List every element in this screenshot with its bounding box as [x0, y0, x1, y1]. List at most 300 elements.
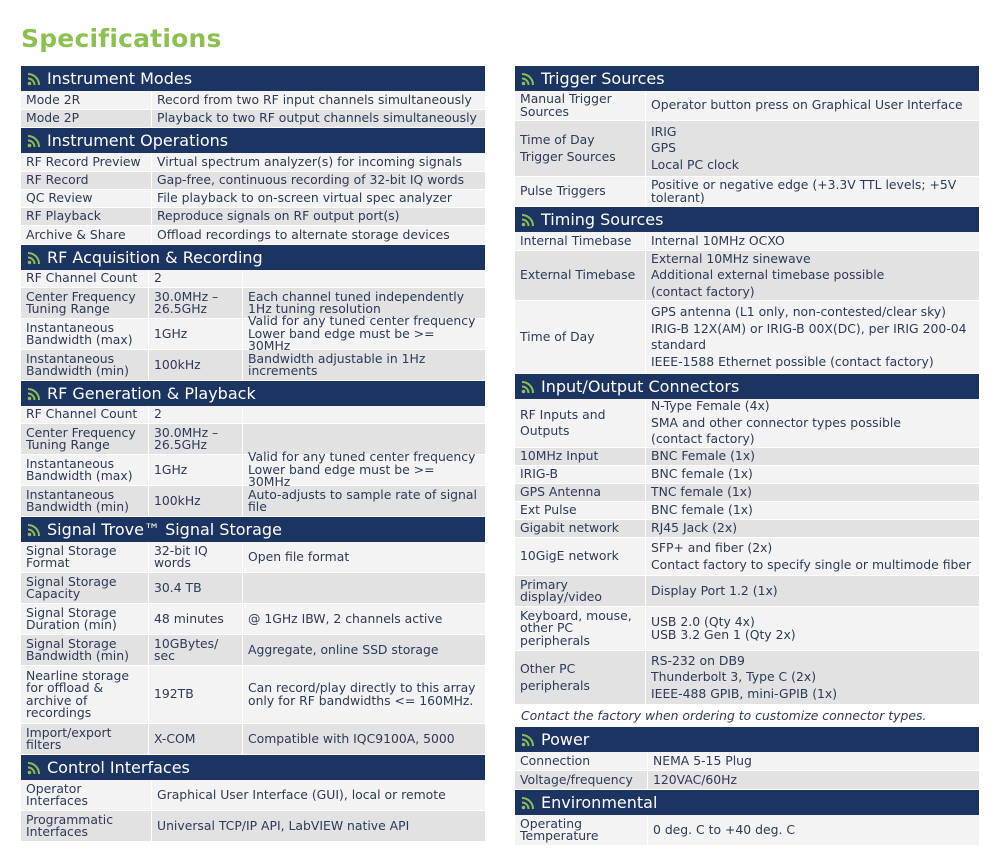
- spec-text: Sources: [520, 103, 570, 119]
- spec-section: [21, 381, 485, 517]
- spec-text: 1GHz: [154, 325, 188, 341]
- section-header: [515, 207, 979, 232]
- section-title: Timing Sources: [541, 210, 664, 229]
- spec-value: [645, 607, 979, 650]
- spec-label: [21, 666, 148, 723]
- rf-signal-icon: [521, 380, 535, 394]
- spec-row: [21, 635, 485, 666]
- spec-label: [515, 121, 645, 176]
- spec-text: Keyboard, mouse,: [520, 607, 632, 623]
- spec-text: Graphical User Interface (GUI), local or remote: [157, 786, 446, 802]
- spec-row: [21, 153, 485, 172]
- spec-text: Gap-free, continuous recording of 32-bit IQ words: [157, 172, 465, 188]
- spec-text: Internal 10MHz OCXO: [651, 232, 785, 248]
- spec-value: [148, 350, 242, 380]
- spec-text: USB 3.2 Gen 1 (Qty 2x): [651, 626, 796, 642]
- spec-text: Mode 2R: [26, 91, 81, 107]
- spec-section: [21, 128, 485, 245]
- spec-text: Aggregate, online SSD storage: [248, 641, 439, 657]
- spec-text: Open file format: [248, 548, 350, 564]
- spec-label: [515, 448, 645, 465]
- spec-label: [21, 486, 148, 516]
- spec-row: [21, 270, 485, 288]
- spec-value: [645, 466, 979, 483]
- spec-text: 2: [154, 406, 162, 422]
- spec-text: Thunderbolt 3, Type C (2x): [651, 669, 817, 685]
- spec-section: [21, 755, 485, 842]
- spec-value: [242, 350, 485, 380]
- spec-row: [21, 350, 485, 381]
- spec-value: [148, 666, 242, 723]
- spec-label: [21, 406, 148, 423]
- spec-text: Offload recordings to alternate storage devices: [157, 226, 450, 242]
- spec-row: [515, 576, 979, 607]
- spec-value: [647, 771, 979, 789]
- spec-text: Interfaces: [26, 793, 88, 808]
- rf-signal-icon: [521, 213, 535, 227]
- spec-value: [242, 486, 485, 516]
- spec-label: [515, 177, 645, 206]
- spec-text: Instantaneous: [26, 319, 115, 335]
- left-column: [21, 66, 485, 842]
- spec-label: [515, 484, 645, 501]
- spec-text: Signal Storage: [26, 604, 117, 620]
- spec-text: Valid for any tuned center frequency: [248, 449, 476, 465]
- spec-row: [515, 538, 979, 576]
- spec-text: RF Channel Count: [26, 270, 138, 286]
- spec-label: [515, 576, 645, 606]
- spec-text: Each channel tuned independently: [248, 288, 465, 304]
- spec-text: Internal Timebase: [520, 232, 632, 248]
- spec-text: Positive or negative edge (+3.3V TTL levels; +5V: [651, 177, 957, 192]
- spec-row: [21, 172, 485, 190]
- spec-label: [21, 604, 148, 634]
- spec-text: External Timebase: [520, 267, 636, 283]
- spec-text: Archive & Share: [26, 226, 126, 242]
- spec-row: [515, 815, 979, 846]
- spec-text: Compatible with IQC9100A, 5000: [248, 730, 455, 746]
- spec-label: [515, 520, 645, 537]
- spec-value: [151, 226, 485, 244]
- spec-text: Operator button press on Graphical User Interface: [651, 97, 963, 113]
- spec-text: Import/export: [26, 724, 112, 740]
- section-title: Environmental: [541, 793, 658, 812]
- spec-label: [21, 542, 148, 572]
- spec-value: [148, 604, 242, 634]
- spec-text: 10MHz Input: [520, 448, 599, 464]
- spec-value: [645, 91, 979, 120]
- spec-text: Tuning Range: [26, 301, 110, 316]
- spec-value: [242, 449, 485, 490]
- spec-text: 192TB: [154, 686, 194, 702]
- spec-value: [645, 251, 979, 300]
- spec-value: [148, 486, 242, 516]
- spec-label: [515, 815, 647, 845]
- spec-label: [21, 573, 148, 603]
- spec-label: [21, 350, 148, 380]
- spec-label: [21, 153, 151, 171]
- section-header: [21, 517, 485, 542]
- spec-text: 100kHz: [154, 356, 201, 372]
- rf-signal-icon: [27, 523, 41, 537]
- spec-text: 26.5GHz: [154, 301, 208, 316]
- spec-text: 2: [154, 270, 162, 286]
- section-title: Input/Output Connectors: [541, 377, 740, 396]
- spec-text: Instantaneous: [26, 350, 115, 366]
- spec-text: USB 2.0 (Qty 4x): [651, 614, 755, 629]
- rf-signal-icon: [27, 387, 41, 401]
- spec-text: 30.0MHz –: [154, 288, 219, 304]
- spec-row: [515, 91, 979, 121]
- spec-text: Programmatic: [26, 811, 114, 827]
- spec-row: [515, 484, 979, 502]
- spec-section: [515, 66, 979, 207]
- spec-row: [21, 542, 485, 573]
- spec-label: [21, 780, 151, 810]
- spec-value: [647, 815, 979, 845]
- spec-row: [515, 466, 979, 484]
- spec-text: Capacity: [26, 586, 81, 601]
- spec-row: [515, 520, 979, 538]
- spec-text: Format: [26, 555, 70, 570]
- spec-label: [21, 635, 148, 665]
- spec-value: [148, 455, 242, 485]
- rf-signal-icon: [27, 761, 41, 775]
- spec-text: recordings: [26, 705, 92, 720]
- spec-label: [515, 301, 645, 373]
- spec-text: RJ45 Jack (2x): [651, 520, 738, 536]
- spec-text: Outputs: [520, 423, 570, 438]
- spec-value: [645, 502, 979, 519]
- spec-text: RF Channel Count: [26, 406, 138, 422]
- section-header: [515, 727, 979, 752]
- spec-text: Trigger Sources: [520, 148, 616, 164]
- spec-row: [21, 604, 485, 635]
- section-header: [515, 66, 979, 91]
- rf-signal-icon: [27, 134, 41, 148]
- spec-text: other PC: [520, 620, 574, 636]
- spec-value: [148, 424, 242, 454]
- spec-row: [21, 406, 485, 424]
- spec-value: [148, 542, 242, 572]
- spec-text: Temperature: [520, 828, 599, 843]
- spec-text: Universal TCP/IP API, LabVIEW native API: [157, 817, 410, 833]
- spec-text: Lower band edge must be >= 30MHz: [248, 461, 435, 490]
- spec-value: [148, 319, 242, 349]
- section-header: [21, 245, 485, 270]
- section-title: Instrument Modes: [47, 69, 193, 88]
- spec-text: tolerant): [651, 189, 705, 205]
- spec-text: Bandwidth (min): [26, 363, 129, 378]
- spec-row: [515, 607, 979, 651]
- spec-row: [515, 752, 979, 771]
- spec-label: [515, 502, 645, 519]
- spec-row: [515, 502, 979, 520]
- spec-value: [645, 484, 979, 501]
- spec-text: IEEE-488 GPIB, mini-GPIB (1x): [651, 685, 838, 701]
- spec-text: Time of Day: [520, 132, 595, 147]
- spec-text: peripherals: [520, 677, 590, 693]
- spec-row: [515, 771, 979, 790]
- spec-text: External 10MHz sinewave: [651, 250, 811, 266]
- spec-row: [21, 666, 485, 724]
- spec-row: [515, 177, 979, 207]
- spec-text: 1Hz tuning resolution: [248, 301, 381, 316]
- spec-text: Signal Storage: [26, 635, 117, 651]
- spec-text: Bandwidth (min): [26, 648, 129, 663]
- spec-label: [515, 466, 645, 483]
- spec-value: [151, 190, 485, 207]
- spec-value: [242, 666, 485, 723]
- spec-row: [21, 190, 485, 208]
- spec-text: 32-bit IQ: [154, 542, 208, 558]
- spec-text: Instantaneous: [26, 486, 115, 502]
- spec-text: File playback to on-screen virtual spec analyzer: [157, 190, 452, 206]
- spec-label: [21, 190, 151, 207]
- section-header: [21, 381, 485, 406]
- spec-value: [645, 399, 979, 447]
- spec-label: [21, 208, 151, 225]
- spec-text: Interfaces: [26, 824, 88, 839]
- spec-value: [242, 604, 485, 634]
- spec-text: NEMA 5-15 Plug: [653, 752, 752, 768]
- spec-row: [515, 121, 979, 177]
- spec-text: peripherals: [520, 632, 590, 648]
- spec-value: [645, 301, 979, 373]
- spec-value: [151, 172, 485, 189]
- spec-text: Gigabit network: [520, 520, 619, 536]
- spec-text: TNC female (1x): [651, 484, 752, 500]
- spec-section: [515, 207, 979, 374]
- section-title: RF Generation & Playback: [47, 384, 256, 403]
- spec-row: [21, 208, 485, 226]
- spec-text: IRIG: [651, 123, 677, 139]
- spec-text: only for RF bandwidths <= 160MHz.: [248, 692, 474, 708]
- spec-row: [21, 110, 485, 128]
- spec-row: [21, 811, 485, 842]
- spec-text: sec: [154, 648, 175, 663]
- spec-text: Duration (min): [26, 617, 117, 632]
- spec-value: [645, 232, 979, 250]
- spec-text: Contact factory to specify single or multimode fiber: [651, 556, 972, 572]
- spec-text: Nearline storage: [26, 667, 129, 683]
- spec-text: Time of Day: [520, 328, 595, 344]
- spec-value: [242, 635, 485, 665]
- spec-row: [21, 449, 485, 490]
- spec-text: QC Review: [26, 190, 93, 206]
- spec-text: Other PC: [520, 661, 576, 676]
- spec-row: [515, 399, 979, 448]
- spec-text: Display Port 1.2 (1x): [651, 582, 778, 598]
- spec-row: [515, 232, 979, 251]
- section-title: Instrument Operations: [47, 131, 229, 150]
- spec-text: Playback to two RF output channels simultaneously: [157, 110, 477, 126]
- section-title: Control Interfaces: [47, 758, 190, 777]
- spec-label: [515, 251, 645, 300]
- spec-text: SFP+ and fiber (2x): [651, 540, 773, 555]
- spec-text: Bandwidth (min): [26, 499, 129, 514]
- spec-text: 120VAC/60Hz: [653, 771, 738, 787]
- spec-text: Local PC clock: [651, 156, 739, 172]
- spec-text: words: [154, 555, 191, 570]
- section-header: [21, 66, 485, 91]
- spec-text: IRIG-B: [520, 466, 559, 482]
- spec-section: [515, 374, 979, 727]
- spec-label: [515, 232, 645, 250]
- spec-text: RS-232 on DB9: [651, 652, 745, 668]
- rf-signal-icon: [521, 733, 535, 747]
- spec-value: [647, 752, 979, 770]
- spec-text: IRIG-B 12X(AM) or IRIG-B 00X(DC), per IRIG 200-04: [651, 320, 967, 336]
- spec-row: [21, 724, 485, 755]
- spec-row: [515, 301, 979, 374]
- spec-value: [645, 448, 979, 465]
- spec-row: [21, 486, 485, 517]
- spec-text: RF Record Preview: [26, 153, 141, 169]
- spec-value: [242, 270, 485, 287]
- spec-row: [21, 313, 485, 354]
- spec-text: increments: [248, 363, 318, 378]
- spec-text: Pulse Triggers: [520, 183, 606, 199]
- spec-text: file: [248, 499, 267, 514]
- spec-text: 10GBytes/: [154, 635, 219, 651]
- spec-value: [645, 121, 979, 176]
- spec-section: [515, 727, 979, 790]
- spec-value: [148, 270, 242, 287]
- spec-value: [148, 406, 242, 423]
- spec-text: Voltage/frequency: [520, 771, 633, 787]
- spec-section: [21, 245, 485, 381]
- spec-text: GPS Antenna: [520, 484, 601, 500]
- spec-text: GPS: [651, 140, 676, 156]
- spec-value: [242, 573, 485, 603]
- spec-text: Auto-adjusts to sample rate of signal: [248, 486, 477, 502]
- spec-text: Record from two RF input channels simultaneously: [157, 91, 472, 107]
- spec-value: [242, 313, 485, 354]
- spec-text: Operator: [26, 780, 82, 796]
- spec-label: [515, 399, 645, 447]
- spec-text: Bandwidth (max): [26, 468, 133, 483]
- rf-signal-icon: [27, 72, 41, 86]
- spec-label: [515, 538, 645, 575]
- spec-text: BNC female (1x): [651, 502, 753, 518]
- spec-text: RF Inputs and: [520, 406, 606, 422]
- spec-row: [21, 573, 485, 604]
- spec-label: [21, 455, 148, 485]
- spec-text: display/video: [520, 589, 603, 604]
- spec-label: [515, 651, 645, 704]
- spec-text: X-COM: [154, 730, 196, 746]
- section-header: [21, 128, 485, 153]
- spec-value: [645, 651, 979, 704]
- spec-text: GPS antenna (L1 only, non-contested/clear sky): [651, 304, 947, 319]
- spec-text: Bandwidth (max): [26, 332, 133, 347]
- spec-text: IEEE-1588 Ethernet possible (contact factory): [651, 353, 934, 369]
- spec-text: 30.4 TB: [154, 579, 202, 595]
- spec-text: 26.5GHz: [154, 437, 208, 452]
- spec-text: BNC female (1x): [651, 466, 753, 482]
- spec-text: Can record/play directly to this array: [248, 680, 476, 695]
- spec-value: [242, 542, 485, 572]
- right-column: [515, 66, 979, 846]
- spec-label: [515, 771, 647, 789]
- rf-signal-icon: [521, 72, 535, 86]
- spec-text: Additional external timebase possible: [651, 267, 885, 283]
- spec-row: [21, 780, 485, 811]
- spec-value: [151, 153, 485, 171]
- spec-text: 30.0MHz –: [154, 424, 219, 440]
- spec-value: [645, 576, 979, 606]
- rf-signal-icon: [521, 796, 535, 810]
- rf-signal-icon: [27, 251, 41, 265]
- spec-row: [515, 651, 979, 705]
- spec-text: standard: [651, 337, 706, 352]
- spec-text: Center Frequency: [26, 424, 136, 440]
- spec-text: Signal Storage: [26, 542, 117, 558]
- spec-text: 1GHz: [154, 461, 188, 477]
- spec-text: 10GigE network: [520, 548, 619, 564]
- spec-row: [515, 448, 979, 466]
- spec-label: [515, 607, 645, 650]
- spec-value: [148, 635, 242, 665]
- spec-text: SMA and other connector types possible: [651, 414, 901, 430]
- spec-row: [21, 226, 485, 245]
- spec-value: [242, 724, 485, 754]
- section-title: RF Acquisition & Recording: [47, 248, 263, 267]
- spec-text: 100kHz: [154, 492, 201, 508]
- spec-label: [21, 226, 151, 244]
- section-header: [515, 790, 979, 815]
- spec-value: [151, 811, 485, 841]
- spec-label: [21, 110, 151, 127]
- spec-text: N-Type Female (4x): [651, 398, 770, 414]
- section-title: Trigger Sources: [541, 69, 665, 88]
- section-header: [21, 755, 485, 780]
- spec-row: [515, 251, 979, 301]
- spec-text: 0 deg. C to +40 deg. C: [653, 821, 795, 837]
- spec-value: [148, 573, 242, 603]
- spec-label: [515, 91, 645, 120]
- spec-value: [151, 110, 485, 127]
- spec-text: Instantaneous: [26, 455, 115, 471]
- spec-value: [645, 520, 979, 537]
- spec-text: Primary: [520, 576, 568, 592]
- spec-text: Manual Trigger: [520, 91, 612, 106]
- section-note: Contact the factory when ordering to customize connector types.: [521, 708, 927, 723]
- spec-text: Bandwidth adjustable in 1Hz: [248, 350, 426, 366]
- spec-text: Mode 2P: [26, 110, 80, 126]
- spec-text: RF Record: [26, 172, 89, 188]
- spec-text: @ 1GHz IBW, 2 channels active: [248, 610, 443, 626]
- spec-label: [21, 424, 148, 454]
- spec-value: [151, 208, 485, 225]
- section-title: Power: [541, 730, 590, 749]
- spec-text: archive of: [26, 692, 88, 708]
- spec-text: 48 minutes: [154, 610, 224, 626]
- spec-label: [515, 752, 647, 770]
- spec-section: [21, 66, 485, 128]
- spec-label: [21, 270, 148, 287]
- spec-text: filters: [26, 737, 62, 752]
- spec-value: [645, 538, 979, 575]
- spec-value: [148, 724, 242, 754]
- spec-label: [21, 811, 151, 841]
- spec-text: BNC Female (1x): [651, 448, 755, 464]
- spec-value: [151, 780, 485, 810]
- spec-text: (contact factory): [651, 431, 755, 447]
- spec-text: Signal Storage: [26, 573, 117, 589]
- spec-text: Center Frequency: [26, 288, 136, 304]
